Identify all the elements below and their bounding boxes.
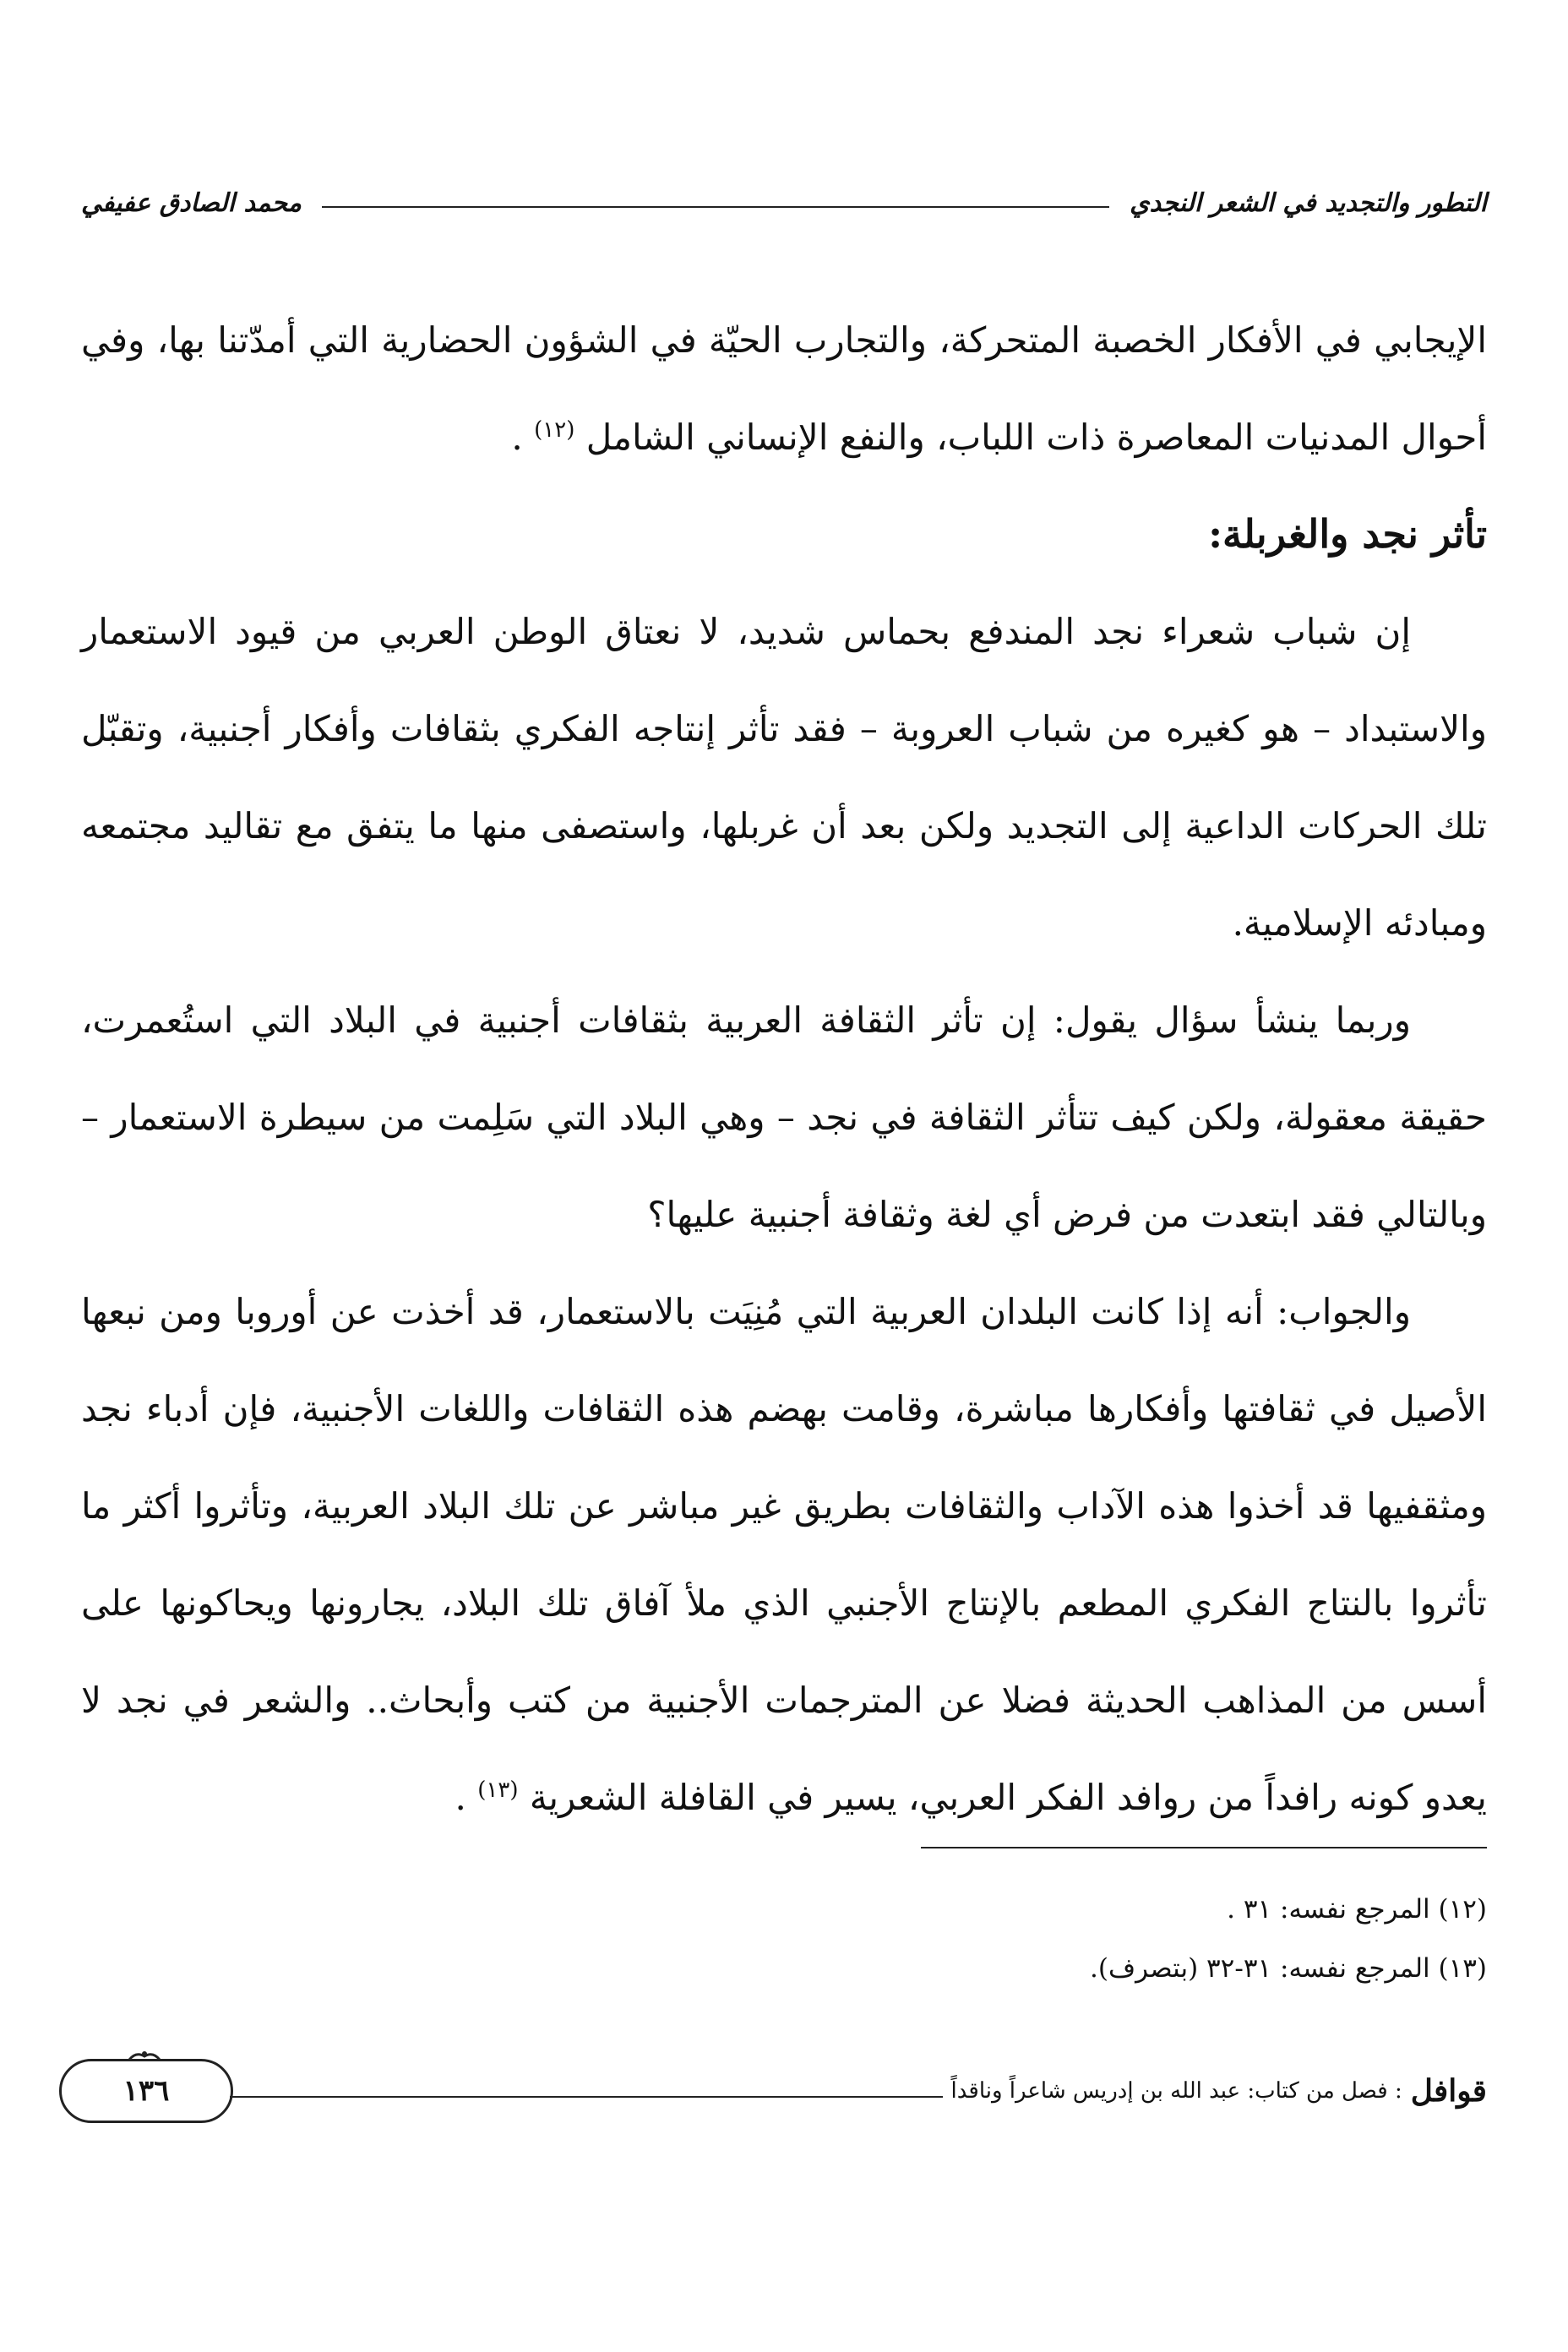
body-text bbox=[81, 291, 1487, 1846]
footer-rule bbox=[230, 2096, 943, 2098]
running-header bbox=[81, 177, 1487, 228]
ornament-icon bbox=[128, 2050, 161, 2061]
paragraph bbox=[81, 1263, 1487, 1846]
header-book-title: التطور والتجديد في الشعر النجدي bbox=[1130, 188, 1487, 218]
paragraph-end: . bbox=[511, 416, 535, 458]
page-number-badge bbox=[59, 2059, 233, 2123]
paragraph: وربما ينشأ سؤال يقول: إن تأثر الثقافة العربية بثقافات أجنبية في البلاد التي استُعمرت، حقيقة معقولة، ولكن كيف تتأثر الثقافة في نجد – وهي البلاد التي سَلِمت من سيطرة الاستعمار – وبالتالي فقد ابتعدت من فرض أي لغة وثقافة أجنبية عليها؟ bbox=[81, 999, 1487, 1235]
footer-book-title: : فصل من كتاب: عبد الله بن إدريس شاعراً وناقداً bbox=[950, 2078, 1402, 2104]
paragraph-text: والجواب: أنه إذا كانت البلدان العربية التي مُنِيَت بالاستعمار، قد أخذت عن أوروبا ومن نبعها الأصيل في ثقافتها وأفكارها مباشرة، وقامت بهضم هذه الثقافات واللغات الأجنبية، فإن أدباء نجد ومثقفيها قد أخذوا هذه الآداب والثقافات بطريق غير مباشر عن تلك البلاد العربية، وتأثروا أكثر ما تأثروا بالنتاج الفكري المطعم بالإنتاج الأجنبي الذي ملأ آفاق تلك البلاد، يجارونها ويحاكونها على أسس من المذاهب الحديثة فضلا عن المترجمات الأجنبية من كتب وأبحاث.. والشعر في نجد لا يعدو كونه رافداً من روافد الفكر العربي، يسير في القافلة الشعرية bbox=[81, 1291, 1487, 1818]
page-footer bbox=[59, 2053, 1487, 2129]
footnote-reference: (١٣) bbox=[477, 1778, 519, 1803]
footnotes bbox=[81, 1880, 1487, 1998]
paragraph: إن شباب شعراء نجد المندفع بحماس شديد، لا نعتاق الوطن العربي من قيود الاستعمار والاستبداد – هو كغيره من شباب العروبة – فقد تأثر إنتاجه الفكري بثقافات وأفكار أجنبية، وتقبّل تلك الحركات الداعية إلى التجديد ولكن بعد أن غربلها، واستصفى منها ما يتفق مع تقاليد مجتمعه ومبادئه الإسلامية. bbox=[81, 611, 1487, 944]
section-heading: تأثر نجد والغربلة: bbox=[1208, 511, 1487, 557]
footnote: (١٢) المرجع نفسه: ٣١ . bbox=[1227, 1894, 1487, 1925]
header-rule bbox=[322, 206, 1109, 208]
footnote-separator bbox=[921, 1847, 1487, 1848]
paragraph-end: . bbox=[455, 1777, 478, 1818]
page-number: ١٣٦ bbox=[122, 2074, 170, 2108]
paragraph bbox=[81, 291, 1487, 486]
footnote: (١٣) المرجع نفسه: ٣١-٣٢ (بتصرف). bbox=[1090, 1953, 1487, 1984]
series-title: قوافل bbox=[1410, 2073, 1487, 2109]
header-author: محمد الصادق عفيفي bbox=[81, 188, 302, 218]
paragraph-text: الإيجابي في الأفكار الخصبة المتحركة، والتجارب الحيّة في الشؤون الحضارية التي أمدّتنا بها، وفي أحوال المدنيات المعاصرة ذات اللباب، والنفع الإنساني الشامل bbox=[81, 319, 1487, 458]
footnote-reference: (١٢) bbox=[534, 417, 575, 443]
